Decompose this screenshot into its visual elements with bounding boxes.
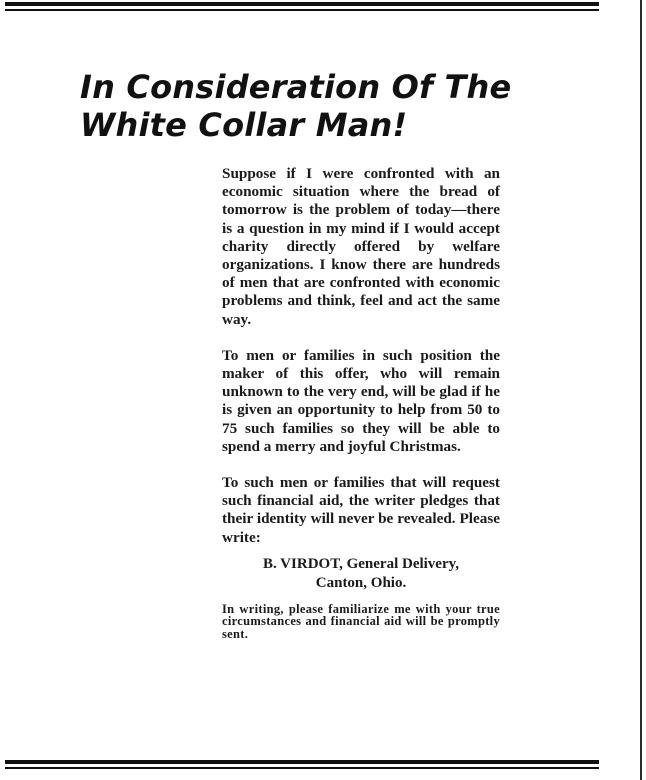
top-rule-2 xyxy=(5,9,599,11)
bottom-rule-1 xyxy=(5,760,599,764)
paragraph-2: To men or families in such position the maker of this offer, who will remain unknown to the very end, will be glad if he is given an opportunity to help from 50 to 75 such families so they will be able to spend a merry and joyful Christmas. xyxy=(222,346,500,455)
article-body xyxy=(222,165,500,640)
fine-print: In writing, please familiarize me with your true circumstances and financial aid will be promptly sent. xyxy=(222,601,500,641)
headline xyxy=(80,68,560,144)
signature-line-1: B. VIRDOT, General Delivery, xyxy=(262,555,460,572)
paragraph-3: To such men or families that will request such financial aid, the writer pledges that their identity will never be revealed. Please write: xyxy=(222,474,500,546)
bottom-rule-2 xyxy=(5,767,599,769)
top-border-rules xyxy=(5,2,599,14)
top-rule-1 xyxy=(5,2,599,6)
signature-block xyxy=(222,555,500,593)
bottom-border-rules xyxy=(5,760,599,772)
headline-line-1: In Consideration Of The xyxy=(80,68,512,106)
headline-line-2: White Collar Man! xyxy=(80,106,408,144)
signature-line-2: Canton, Ohio. xyxy=(315,574,407,591)
paragraph-1: Suppose if I were confronted with an economic situation where the bread of tomorrow is the problem of today—there is a question in my mind if I would accept charity directly offered by welfare organizations. I know there are hundreds of men that are confronted with economic problems and think, feel and act the same way. xyxy=(222,165,500,328)
right-border-line xyxy=(640,0,642,780)
